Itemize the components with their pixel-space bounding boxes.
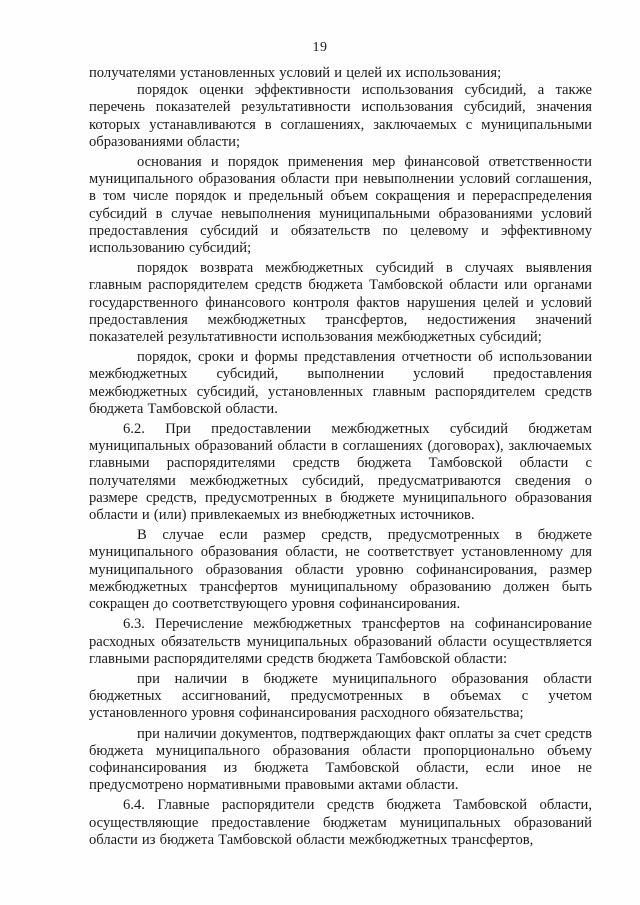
paragraph-budget-allocations: при наличии в бюджете муниципального образования области бюджетных ассигнований, предусмотренных в объемах с учетом установленного уровня софинансирования расходного обязательства; (89, 670, 592, 722)
paragraph-6-2: 6.2. При предоставлении межбюджетных субсидий бюджетам муниципальных образований области в соглашениях (договорах), заключаемых главными распорядителями средств бюджета Тамбовской области с получателями межбюджетных субсидий, предусматриваются сведения о размере средств, предусмотренных в бюджете муниципального образования области и (или) привлекаемых из внебюджетных источников. (89, 421, 592, 524)
paragraph-evaluation-procedure: порядок оценки эффективности использования субсидий, а также перечень показателей результативности использования субсидий, значения которых устанавливаются в соглашениях, заключаемых с муниципальными образованиями области; (89, 82, 592, 150)
paragraph-6-3: 6.3. Перечисление межбюджетных трансфертов на софинансирование расходных обязательств муниципальных образований области осуществляется главными распорядителями средств бюджета Тамбовской области: (89, 616, 592, 667)
paragraph-return-procedure: порядок возврата межбюджетных субсидий в случаях выявления главным распорядителем средств бюджета Тамбовской области или органами государственного финансового контроля фактов нарушения целей и условий предоставления межбюджетных трансфертов, недостижения значений показателей результативности использования межбюджетных субсидий; (89, 260, 592, 346)
paragraph-financial-responsibility: основания и порядок применения мер финансовой ответственности муниципального образования области при невыполнении условий соглашения, в том числе порядок и предельный объем сокращения и перераспределения субсидий в случае невыполнения муниципальными образованиями условий предоставления субсидий и обязательств по целевому и эффективному использованию субсидий; (89, 154, 592, 257)
page-number: 19 (312, 40, 328, 55)
paragraph-6-4: 6.4. Главные распорядители средств бюджета Тамбовской области, осуществляющие предоставление бюджетам муниципальных образований области из бюджета Тамбовской области межбюджетных трансфертов, (89, 797, 592, 848)
paragraph-reporting-procedure: порядок, сроки и формы представления отчетности об использовании межбюджетных субсидий, выполнении условий предоставления межбюджетных субсидий, установленных главным распорядителем средств бюджета Тамбовской области. (89, 349, 592, 417)
paragraph-payment-documents: при наличии документов, подтверждающих факт оплаты за счет средств бюджета муниципального образования области пропорционально объему софинансирования из бюджета Тамбовской области, если иное не предусмотрено нормативными правовыми актами области. (89, 725, 592, 794)
paragraph-continuation: получателями установленных условий и целей их использования; (89, 65, 502, 81)
paragraph-cofinancing-reduction: В случае если размер средств, предусмотренных в бюджете муниципального образования области, не соответствует установленному для муниципального образования области уровню софинансирования, размер межбюджетных трансфертов муниципальному образованию должен быть сокращен до соответствующего уровня софинансирования. (89, 527, 592, 613)
document-body (89, 65, 592, 849)
